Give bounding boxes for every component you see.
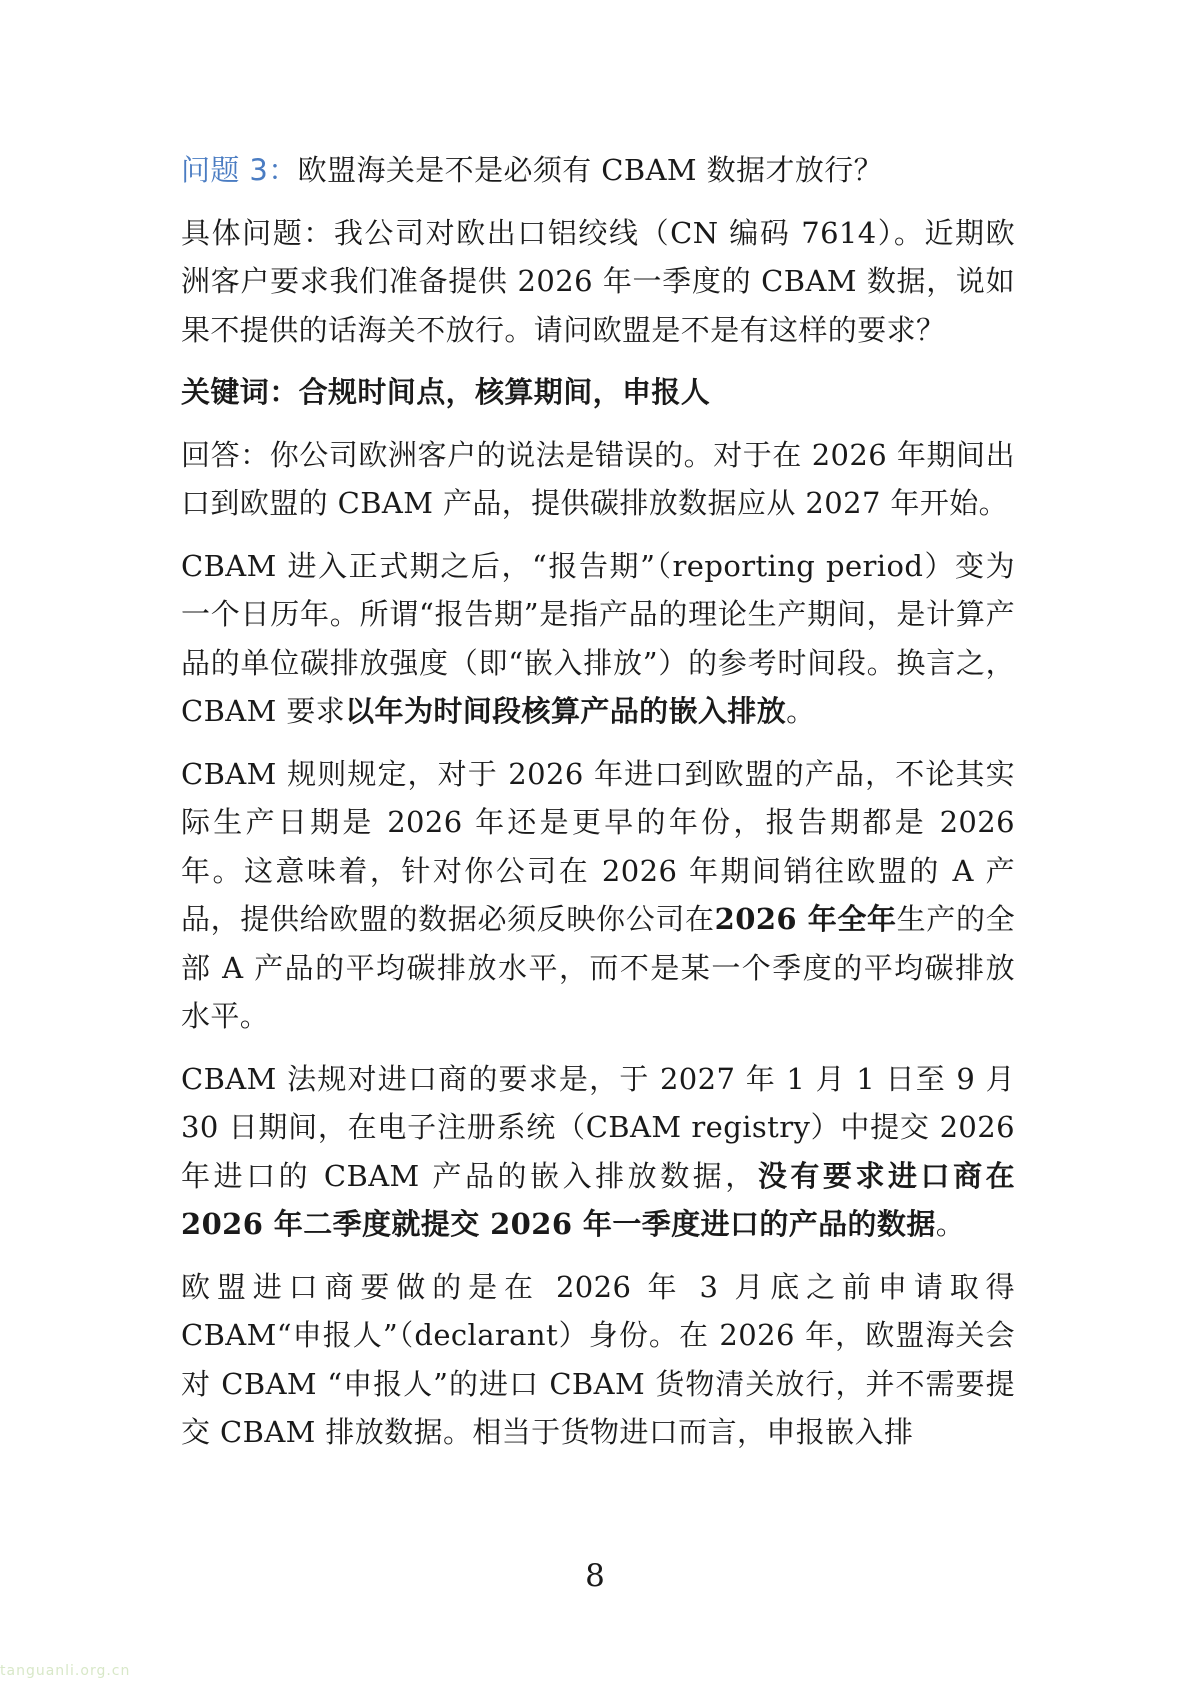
- reporting-period-paragraph: [181, 542, 1015, 736]
- paragraph-emphasis: 以年为时间段核算产品的嵌入排放: [345, 694, 787, 728]
- page-content: [181, 146, 1015, 1471]
- paragraph-emphasis: 2026 年全年: [714, 902, 897, 936]
- question-heading: [181, 146, 1015, 195]
- importer-requirement-paragraph: [181, 1055, 1015, 1249]
- question-label: 问题 3：: [181, 153, 298, 187]
- page-number: 8: [585, 1558, 605, 1594]
- paragraph-text: CBAM 法规对进口商的要求是，于 2027 年 1 月 1 日至 9 月 30 日期间，在电子注册系统（CBAM registry）中提交 2026 年进口的 CBAM 产品的嵌入排放数据，: [181, 1061, 1015, 1193]
- rules-paragraph: [181, 750, 1015, 1041]
- paragraph-emphasis: 没有要求进口商在 2026 年二季度就提交 2026 年一季度进口的产品的数据: [181, 1158, 1016, 1241]
- watermark: tanguanli.org.cn: [0, 1663, 131, 1679]
- paragraph-text: CBAM 规则规定，对于 2026 年进口到欧盟的产品，不论其实际生产日期是 2026 年还是更早的年份，报告期都是 2026 年。这意味着，针对你公司在 2026 年期间销往欧盟的 A 产品，提供给欧盟的数据必须反映你公司在: [181, 756, 1015, 936]
- question-title: 欧盟海关是不是必须有 CBAM 数据才放行？: [297, 153, 884, 187]
- paragraph-text-end: 。: [935, 1207, 966, 1241]
- keywords: 关键词：合规时间点，核算期间，申报人: [181, 375, 711, 409]
- specific-question: 具体问题：我公司对欧出口铝绞线（CN 编码 7614）。近期欧洲客户要求我们准备提供 2026 年一季度的 CBAM 数据，说如果不提供的话海关不放行。请问欧盟是不是有这样的要求？: [181, 215, 1015, 347]
- paragraph-text-end: 。: [786, 694, 816, 728]
- paragraph-text: CBAM 进入正式期之后，“报告期”（reporting period）变为一个日历年。所谓“报告期”是指产品的理论生产期间，是计算产品的单位碳排放强度（即“嵌入排放”）的参考时间段。换言之，CBAM 要求: [181, 548, 1015, 728]
- paragraph-text-end: 生产的全部 A 产品的平均碳排放水平，而不是某一个季度的平均碳排放水平。: [181, 902, 1015, 1033]
- answer-paragraph: 回答：你公司欧洲客户的说法是错误的。对于在 2026 年期间出口到欧盟的 CBAM 产品，提供碳排放数据应从 2027 年开始。: [181, 437, 1015, 520]
- declarant-paragraph: 欧盟进口商要做的是在 2026 年 3 月底之前申请取得 CBAM“申报人”（declarant）身份。在 2026 年，欧盟海关会对 CBAM “申报人”的进口 CBAM 货物清关放行，并不需要提交 CBAM 排放数据。相当于货物进口而言，申报嵌入排: [181, 1269, 1015, 1449]
